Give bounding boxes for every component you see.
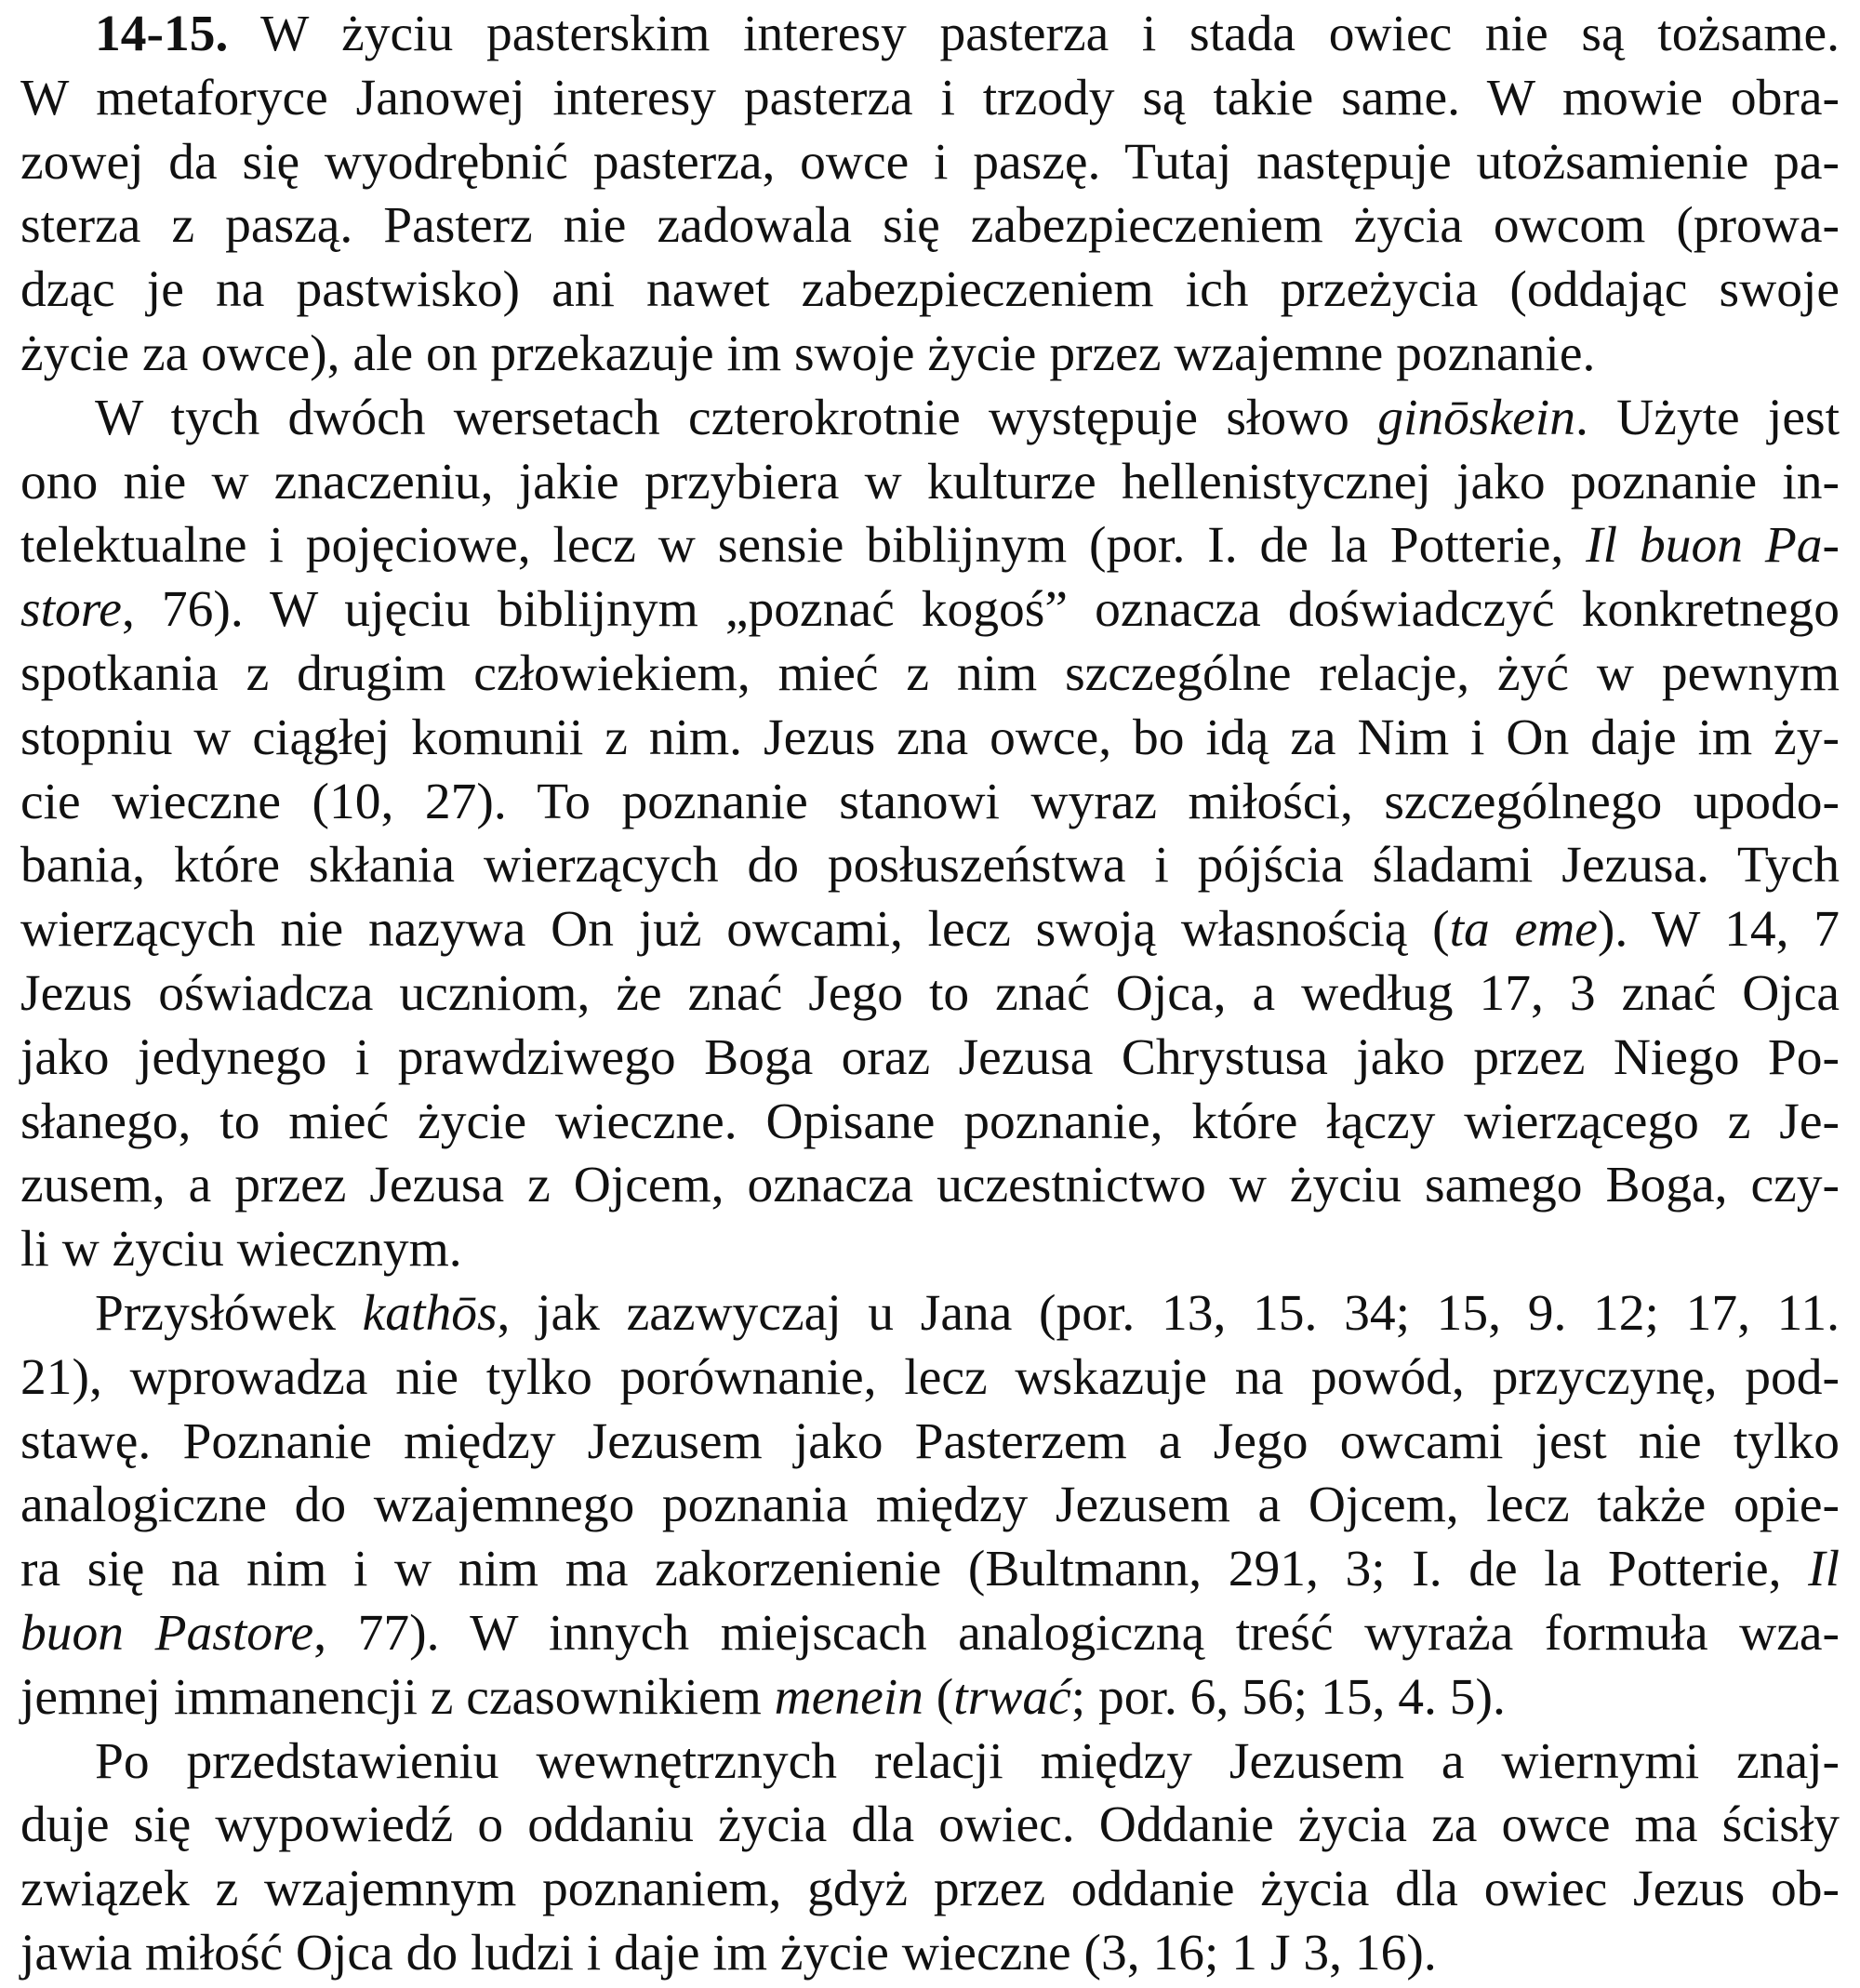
text-run: telektualne i pojęciowe, lecz w sensie biblijnym (por. I. de la Potterie,: [20, 517, 1587, 575]
text-run: związek z wzajemnym poznaniem, gdyż przez oddanie życia dla owiec Jezus ob-: [20, 1861, 1840, 1918]
text-run: stopniu w ciągłej komunii z nim. Jezus zna owce, bo idą za Nim i On daje im ży-: [20, 709, 1840, 766]
text-line: [20, 325, 1840, 383]
text-line: [20, 1093, 1840, 1151]
text-run: W metaforyce Janowej interesy pasterza i trzody są takie same. W mowie obra-: [20, 69, 1840, 126]
verse-number: 14-15.: [95, 6, 229, 62]
text-run: 21), wprowadza nie tylko porównanie, lecz wskazuje na powód, przyczynę, pod-: [20, 1348, 1840, 1406]
text-run: zowej da się wyodrębnić pasterza, owce i paszę. Tutaj następuje utożsamienie pa-: [20, 133, 1840, 191]
text-run: spotkania z drugim człowiekiem, mieć z nim szczególne relacje, żyć w pewnym: [20, 645, 1840, 702]
italic-term: Il buon Pa-: [1586, 517, 1840, 575]
text-line: [95, 390, 1840, 447]
text-run: Przysłówek: [95, 1285, 363, 1342]
text-run: Po przedstawieniu wewnętrznych relacji między Jezusem a wiernymi znaj-: [95, 1732, 1840, 1790]
text-line: [20, 1669, 1840, 1727]
text-line: [20, 1413, 1840, 1471]
text-line: [20, 1349, 1840, 1407]
text-line: [20, 517, 1840, 575]
text-run: słanego, to mieć życie wieczne. Opisane poznanie, które łączy wierzącego z Je-: [20, 1093, 1840, 1150]
text-line: [20, 581, 1840, 639]
text-line: [20, 1477, 1840, 1534]
text-line: [20, 1221, 1840, 1279]
italic-term: Il: [1808, 1541, 1840, 1598]
text-line: [20, 645, 1840, 703]
text-line: [95, 1733, 1840, 1791]
italic-term: kathōs: [362, 1285, 498, 1342]
text-run: duje się wypowiedź o oddaniu życia dla owiec. Oddanie życia za owce ma ścisły: [20, 1796, 1840, 1854]
text-line: [20, 454, 1840, 511]
text-run: li w życiu wiecznym.: [20, 1221, 462, 1279]
text-line: [95, 1285, 1840, 1343]
text-run: życie za owce), ale on przekazuje im swoje życie przez wzajemne poznanie.: [20, 325, 1596, 382]
text-line: [20, 1925, 1840, 1982]
italic-term: menein: [774, 1668, 923, 1726]
italic-term: store: [20, 581, 122, 639]
italic-term: buon Pastore: [20, 1605, 314, 1662]
text-run: W tych dwóch wersetach czterokrotnie występuje słowo: [95, 389, 1378, 446]
text-run: jako jedynego i prawdziwego Boga oraz Jezusa Chrystusa jako przez Niego Po-: [20, 1028, 1840, 1086]
italic-term: ta eme: [1449, 901, 1598, 959]
text-run: , jak zazwyczaj u Jana (por. 13, 15. 34; 15, 9. 12; 17, 11.: [497, 1285, 1840, 1342]
text-run: bania, które skłania wierzących do posłuszeństwa i pójścia śladami Jezusa. Tych: [20, 837, 1840, 895]
text-run: , 76). W ujęciu biblijnym „poznać kogoś” oznacza doświadczyć konkretnego: [121, 581, 1840, 639]
text-line: [20, 837, 1840, 895]
text-run: . Użyte jest: [1574, 389, 1840, 446]
text-run: Jezus oświadcza uczniom, że znać Jego to znać Ojca, a według 17, 3 znać Ojca: [20, 965, 1840, 1022]
text-line: [20, 1541, 1840, 1598]
text-run: zusem, a przez Jezusa z Ojcem, oznacza uczestnictwo w życiu samego Boga, czy-: [20, 1157, 1840, 1214]
text-run: ; por. 6, 56; 15, 4. 5).: [1070, 1668, 1506, 1726]
text-run: analogiczne do wzajemnego poznania między Jezusem a Ojcem, lecz także opie-: [20, 1477, 1840, 1534]
text-run: ono nie w znaczeniu, jakie przybiera w kulturze hellenistycznej jako poznanie in-: [20, 453, 1840, 510]
text-run: ra się na nim i w nim ma zakorzenienie (Bultmann, 291, 3; I. de la Potterie,: [20, 1541, 1809, 1598]
text-line: [20, 1157, 1840, 1214]
text-line: [20, 70, 1840, 127]
text-line: [20, 709, 1840, 767]
text-run: W życiu pasterskim interesy pasterza i stada owiec nie są tożsame.: [228, 6, 1840, 62]
text-run: jawia miłość Ojca do ludzi i daje im życie wieczne (3, 16; 1 J 3, 16).: [20, 1925, 1437, 1981]
text-line: [20, 1796, 1840, 1854]
text-run: ). W 14, 7: [1597, 901, 1840, 959]
text-run: cie wieczne (10, 27). To poznanie stanowi wyraz miłości, szczególnego upodo-: [20, 773, 1840, 830]
text-line: [95, 6, 1840, 63]
text-line: [20, 965, 1840, 1023]
text-run: jemnej immanencji z czasownikiem: [20, 1668, 775, 1726]
document-page: [20, 0, 1840, 1988]
text-run: wierzących nie nazywa On już owcami, lecz swoją własnością (: [20, 901, 1450, 959]
italic-term: trwać: [953, 1668, 1071, 1726]
text-line: [20, 1029, 1840, 1087]
text-line: [20, 261, 1840, 319]
text-run: sterza z paszą. Pasterz nie zadowala się zabezpieczeniem życia owcom (prowa-: [20, 197, 1840, 255]
text-line: [20, 1861, 1840, 1918]
text-run: dząc je na pastwisko) ani nawet zabezpieczeniem ich przeżycia (oddając swoje: [20, 261, 1840, 319]
text-line: [20, 197, 1840, 255]
text-run: , 77). W innych miejscach analogiczną treść wyraża formuła wza-: [313, 1605, 1840, 1662]
text-line: [20, 901, 1840, 959]
text-run: stawę. Poznanie między Jezusem jako Pasterzem a Jego owcami jest nie tylko: [20, 1412, 1840, 1470]
text-line: [20, 1605, 1840, 1663]
text-line: [20, 774, 1840, 831]
text-run: (: [923, 1668, 954, 1726]
italic-term: ginōskein: [1377, 389, 1575, 446]
text-line: [20, 134, 1840, 192]
